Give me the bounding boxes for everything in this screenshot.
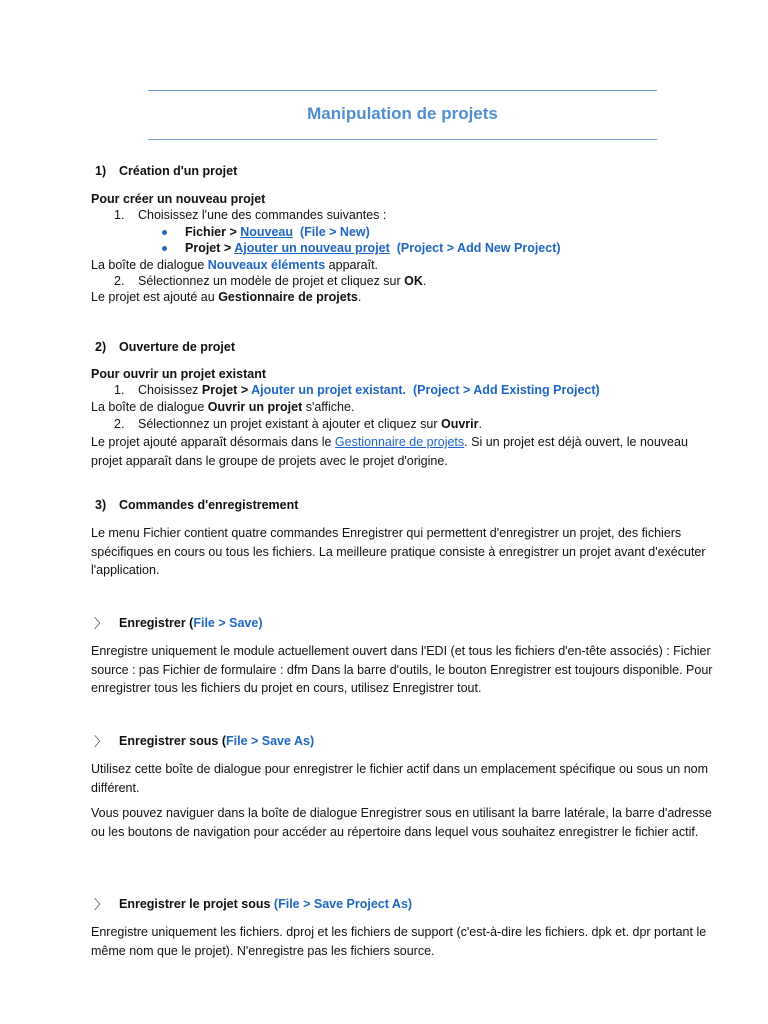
section-1-step-1-number: 1. <box>114 208 125 222</box>
ouvrir-label: Ouvrir <box>440 417 479 431</box>
ouvrir-projet-label: Ouvrir un projet <box>207 400 303 414</box>
text-run: Le projet ajouté apparaît désormais dans le <box>91 435 335 449</box>
project-add-existing-command: (Project > Add Existing Project) <box>406 383 600 397</box>
section-3-number: 3) <box>95 498 107 512</box>
section-3-paragraph: Le menu Fichier contient quatre commandes Enregistrer qui permettent d'enregistrer un projet, des fichiers spécifiques en cours ou tous les fichiers. La meilleure pratique consiste à enregistrer un projet avant d'exécuter l'application. <box>91 526 706 577</box>
gestionnaire-label: Gestionnaire de projets <box>218 290 358 304</box>
nouveaux-elements-label: Nouveaux éléments <box>207 258 326 272</box>
section-1-result-line <box>91 289 361 306</box>
save-project-as-label: Enregistrer le projet sous <box>119 897 274 911</box>
chevron-right-icon: 〉 <box>94 734 108 749</box>
chevron-right-icon: 〉 <box>94 616 108 631</box>
title-bottom-rule <box>148 139 657 140</box>
projet-label: Projet > <box>201 383 249 397</box>
save-as-label: Enregistrer sous ( <box>119 734 226 748</box>
save-heading <box>119 615 262 632</box>
ok-label: OK <box>404 274 423 288</box>
section-1-heading: Création d'un projet <box>119 164 238 178</box>
text-run: La boîte de dialogue <box>91 400 208 414</box>
text-run: . <box>422 274 427 288</box>
save-project-as-heading <box>119 896 412 913</box>
bullet-fichier-nouveau <box>185 224 370 241</box>
save-label: Enregistrer ( <box>119 616 194 630</box>
section-1-number: 1) <box>95 164 107 178</box>
save-project-as-paragraph: Enregistre uniquement les fichiers. dproj et les fichiers de support (c'est-à-dire les fichiers. dpk et. dpr portant le même nom que le projet). N'enregistre pas les fichiers source. <box>91 925 707 958</box>
section-2-paragraph <box>91 433 721 470</box>
text-run: Le projet est ajouté au <box>91 290 219 304</box>
bullet-projet-ajouter <box>185 240 561 257</box>
bullet-icon <box>162 246 167 251</box>
file-save-as-command: File > Save As) <box>225 734 315 748</box>
text-run: La boîte de dialogue <box>91 258 208 272</box>
bullet-fichier-prefix: Fichier > <box>185 225 241 239</box>
project-add-new-command: (Project > Add New Project) <box>396 241 561 255</box>
section-1-step-2 <box>138 273 426 290</box>
section-1-intro: Pour créer un nouveau projet <box>91 192 266 206</box>
section-2-step-2-number: 2. <box>114 417 125 431</box>
section-1-step-1: Choisissez l'une des commandes suivantes : <box>138 208 387 222</box>
text-run: apparaît. <box>325 258 379 272</box>
text-run: . <box>357 290 362 304</box>
gestionnaire-projets-link[interactable]: Gestionnaire de projets <box>334 435 465 449</box>
file-save-command: File > Save) <box>193 616 263 630</box>
ajouter-projet-existant-label: Ajouter un projet existant. <box>248 383 407 397</box>
text-run: Sélectionnez un modèle de projet et cliquez sur <box>138 274 405 288</box>
section-2-dialog-line <box>91 399 354 416</box>
section-2-heading: Ouverture de projet <box>119 340 235 354</box>
section-2-step-2 <box>138 416 482 433</box>
save-as-heading <box>119 733 314 750</box>
ajouter-nouveau-projet-link[interactable]: Ajouter un nouveau projet <box>234 241 390 255</box>
section-2-step-1 <box>138 382 600 399</box>
text-run: Sélectionnez un projet existant à ajouter et cliquez sur <box>138 417 441 431</box>
nouveau-link[interactable]: Nouveau <box>240 225 294 239</box>
page-title: Manipulation de projets <box>307 104 498 123</box>
file-save-project-as-command: (File > Save Project As) <box>273 897 413 911</box>
save-as-paragraph-1: Utilisez cette boîte de dialogue pour enregistrer le fichier actif dans un emplacement spécifique ou sous un nom différent. <box>91 762 709 795</box>
file-new-command: (File > New) <box>299 225 370 239</box>
text-run: Choisissez <box>138 383 202 397</box>
section-2-intro: Pour ouvrir un projet existant <box>91 367 267 381</box>
save-paragraph: Enregistre uniquement le module actuellement ouvert dans l'EDI (et tous les fichiers d'en-tête associés) : Fichier source : pas Fichier de formulaire : dfm Dans la barre d'outils, le bouton Enregistrer est toujours disponible. Pour enregistrer tous les fichiers du projet en cours, utilisez Enregistrer tout. <box>91 644 713 695</box>
section-3-heading: Commandes d'enregistrement <box>119 498 299 512</box>
text-run: . Si un projet est déjà ouvert, le nouveau projet apparaît dans le groupe de projets avec le projet d'origine. <box>91 435 688 468</box>
text-run: . <box>478 417 482 431</box>
section-2-number: 2) <box>95 340 107 354</box>
section-1-dialog-line <box>91 257 378 274</box>
save-as-paragraph-2: Vous pouvez naviguer dans la boîte de dialogue Enregistrer sous en utilisant la barre latérale, la barre d'adresse ou les boutons de navigation pour accéder au répertoire dans lequel vous souhaitez enregistrer le fichier actif. <box>91 806 712 839</box>
bullet-projet-prefix: Projet > <box>185 241 235 255</box>
chevron-right-icon: 〉 <box>94 897 108 912</box>
bullet-icon <box>162 230 167 235</box>
title-top-rule <box>148 90 657 91</box>
text-run: s'affiche. <box>302 400 355 414</box>
section-1-step-2-number: 2. <box>114 274 125 288</box>
section-2-step-1-number: 1. <box>114 383 125 397</box>
